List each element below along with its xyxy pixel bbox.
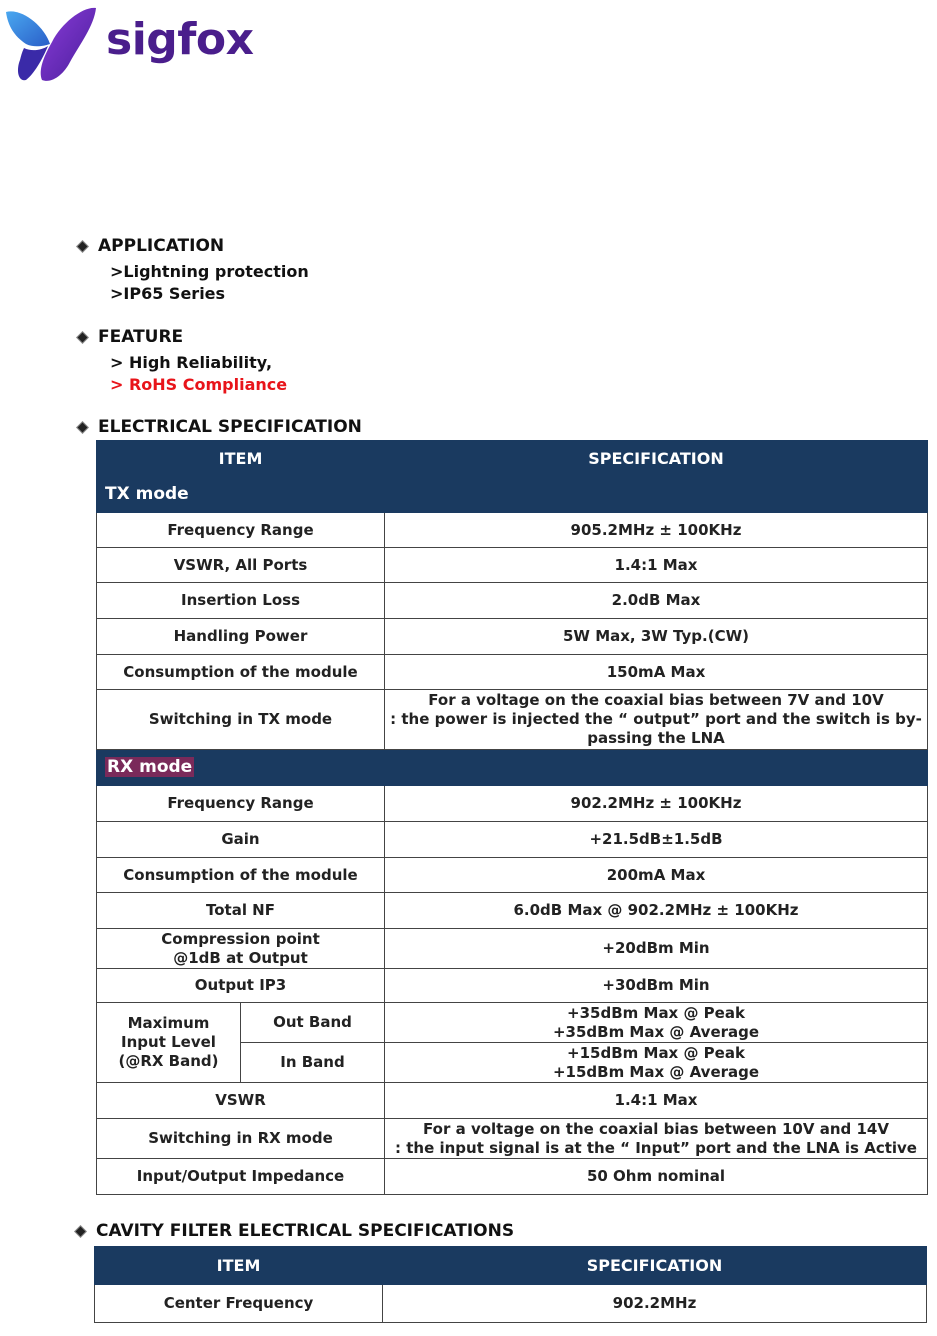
row-item: Consumption of the module bbox=[97, 858, 385, 893]
row-spec: 2.0dB Max bbox=[385, 583, 928, 619]
brand-name: sigfox bbox=[106, 14, 254, 65]
row-spec: +30dBm Min bbox=[385, 969, 928, 1003]
feature-section bbox=[74, 326, 287, 396]
cavity-section bbox=[72, 1220, 514, 1242]
table-row bbox=[97, 513, 928, 548]
application-title: APPLICATION bbox=[98, 236, 225, 256]
application-heading bbox=[74, 235, 309, 257]
row-spec: 150mA Max bbox=[385, 655, 928, 690]
spec-line: passing the LNA bbox=[587, 729, 725, 747]
table-row bbox=[97, 969, 928, 1003]
sigfox-logo bbox=[4, 4, 254, 84]
item-line: @1dB at Output bbox=[173, 948, 308, 967]
row-item-multiline bbox=[97, 929, 385, 969]
row-item: Frequency Range bbox=[97, 513, 385, 548]
table-row bbox=[97, 655, 928, 690]
spec-line: : the input signal is at the “ Input” port and the LNA is Active bbox=[395, 1138, 917, 1157]
row-item: Center Frequency bbox=[95, 1285, 383, 1323]
table-header-row bbox=[95, 1247, 927, 1285]
row-item: Switching in TX mode bbox=[97, 690, 385, 750]
electrical-heading bbox=[74, 416, 362, 438]
table-row bbox=[97, 1159, 928, 1195]
row-spec: +21.5dB±1.5dB bbox=[385, 822, 928, 858]
row-spec-multiline bbox=[385, 690, 928, 750]
sigfox-butterfly-icon bbox=[4, 4, 100, 84]
header-item: ITEM bbox=[95, 1247, 383, 1285]
rx-mode-label: RX mode bbox=[107, 757, 193, 777]
row-spec: 6.0dB Max @ 902.2MHz ± 100KHz bbox=[385, 893, 928, 929]
row-spec: 1.4:1 Max bbox=[385, 548, 928, 583]
electrical-section bbox=[74, 416, 362, 438]
table-header-row bbox=[97, 441, 928, 477]
row-item: Frequency Range bbox=[97, 786, 385, 822]
table-row bbox=[97, 822, 928, 858]
diamond-bullet-icon bbox=[76, 240, 89, 253]
row-item: Handling Power bbox=[97, 619, 385, 655]
table-row bbox=[97, 583, 928, 619]
spec-line: +35dBm Max @ Average bbox=[552, 1022, 760, 1041]
spec-line: +15dBm Max @ Peak bbox=[567, 1043, 745, 1062]
row-item: Switching in RX mode bbox=[97, 1119, 385, 1159]
row-item: Gain bbox=[97, 822, 385, 858]
cavity-spec-table bbox=[94, 1246, 927, 1323]
application-section bbox=[74, 235, 309, 305]
max-input-line: (@RX Band) bbox=[118, 1052, 219, 1070]
feature-title: FEATURE bbox=[98, 327, 184, 347]
table-row bbox=[97, 858, 928, 893]
row-spec: 200mA Max bbox=[385, 858, 928, 893]
row-item: Insertion Loss bbox=[97, 583, 385, 619]
electrical-spec-table bbox=[96, 440, 928, 1195]
row-spec: 5W Max, 3W Typ.(CW) bbox=[385, 619, 928, 655]
row-item: VSWR, All Ports bbox=[97, 548, 385, 583]
spec-line: +15dBm Max @ Average bbox=[552, 1062, 760, 1081]
max-input-line: Maximum bbox=[127, 1014, 210, 1032]
cavity-heading bbox=[72, 1220, 514, 1242]
row-spec: 1.4:1 Max bbox=[385, 1083, 928, 1119]
spec-line: : the power is injected the “ output” port and the switch is by- bbox=[390, 710, 922, 728]
feature-heading bbox=[74, 326, 287, 348]
tx-mode-label: TX mode bbox=[97, 477, 928, 513]
table-row bbox=[97, 786, 928, 822]
diamond-bullet-icon bbox=[76, 331, 89, 344]
header-specification: SPECIFICATION bbox=[385, 441, 928, 477]
row-spec: 905.2MHz ± 100KHz bbox=[385, 513, 928, 548]
out-band-label: Out Band bbox=[241, 1003, 385, 1043]
spec-line: For a voltage on the coaxial bias between 10V and 14V bbox=[423, 1119, 889, 1138]
table-row bbox=[97, 1119, 928, 1159]
row-item: Output IP3 bbox=[97, 969, 385, 1003]
row-item: Input/Output Impedance bbox=[97, 1159, 385, 1195]
table-row bbox=[95, 1285, 927, 1323]
max-input-label bbox=[97, 1003, 241, 1083]
application-item: >Lightning protection bbox=[110, 262, 309, 281]
table-row bbox=[97, 1083, 928, 1119]
tx-mode-group-row bbox=[97, 477, 928, 513]
table-row bbox=[97, 690, 928, 750]
row-spec: 902.2MHz bbox=[383, 1285, 927, 1323]
table-row bbox=[97, 1003, 928, 1043]
table-row bbox=[97, 929, 928, 969]
row-spec-multiline bbox=[385, 1119, 928, 1159]
table-row bbox=[97, 893, 928, 929]
row-item: Consumption of the module bbox=[97, 655, 385, 690]
in-band-label: In Band bbox=[241, 1043, 385, 1083]
header-specification: SPECIFICATION bbox=[383, 1247, 927, 1285]
max-input-line: Input Level bbox=[121, 1033, 216, 1051]
spec-line: +35dBm Max @ Peak bbox=[567, 1003, 745, 1022]
cavity-title: CAVITY FILTER ELECTRICAL SPECIFICATIONS bbox=[96, 1221, 515, 1241]
rx-mode-group-row bbox=[97, 750, 928, 786]
item-line: Compression point bbox=[161, 929, 320, 948]
in-band-spec bbox=[385, 1043, 928, 1083]
row-item: Total NF bbox=[97, 893, 385, 929]
diamond-bullet-icon bbox=[76, 421, 89, 434]
table-row bbox=[97, 548, 928, 583]
electrical-title: ELECTRICAL SPECIFICATION bbox=[98, 417, 362, 437]
application-item: >IP65 Series bbox=[110, 284, 226, 303]
feature-item: > High Reliability, bbox=[110, 353, 273, 372]
row-item: VSWR bbox=[97, 1083, 385, 1119]
feature-item-rohs: > RoHS Compliance bbox=[110, 375, 288, 394]
diamond-bullet-icon bbox=[74, 1225, 87, 1238]
spec-line: For a voltage on the coaxial bias between 7V and 10V bbox=[428, 691, 884, 709]
row-spec: +20dBm Min bbox=[385, 929, 928, 969]
row-spec: 902.2MHz ± 100KHz bbox=[385, 786, 928, 822]
table-row bbox=[97, 619, 928, 655]
row-spec: 50 Ohm nominal bbox=[385, 1159, 928, 1195]
out-band-spec bbox=[385, 1003, 928, 1043]
header-item: ITEM bbox=[97, 441, 385, 477]
